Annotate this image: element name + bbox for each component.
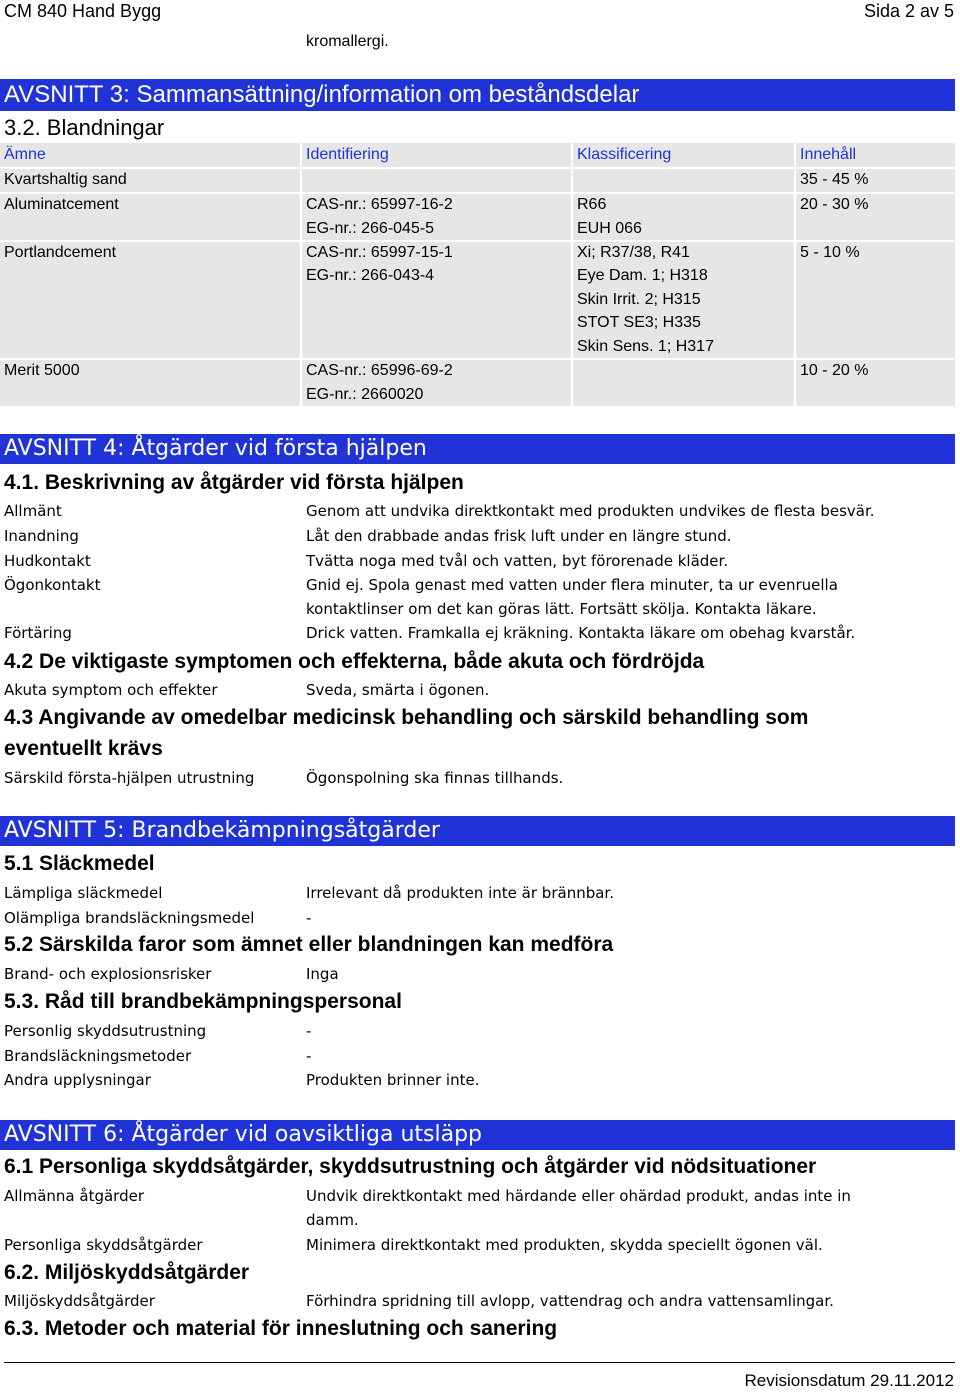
subsection-6-1: 6.1 Personliga skyddsåtgärder, skyddsutrustning och åtgärder vid nödsituationer [4,1155,817,1178]
page-number: Sida 2 av 5 [863,1,954,21]
table-row-id: EG-nr.: 266-043-4 [306,267,435,284]
field-label: Andra upplysningar [4,1071,151,1089]
table-row-name: Merit 5000 [4,362,80,379]
subsection-4-2: 4.2 De viktigaste symptomen och effekterna, både akuta och fördröjda [4,650,705,673]
table-row-class: R66 [577,196,607,213]
table-row-class: Skin Sens. 1; H317 [577,338,714,355]
field-label: Hudkontakt [4,552,91,570]
table-row-content: 10 - 20 % [800,362,869,379]
table-row-name: Aluminatcement [4,196,119,213]
field-label: Olämpliga brandsläckningsmedel [4,909,255,927]
field-label: Personlig skyddsutrustning [4,1022,207,1040]
section-6-heading: AVSNITT 6: Åtgärder vid oavsiktliga utsläpp [0,1120,955,1150]
field-label: Personliga skyddsåtgärder [4,1236,203,1254]
column-header-identification: Identifiering [306,146,389,163]
table-row-class: EUH 066 [577,220,642,237]
subsection-4-1: 4.1. Beskrivning av åtgärder vid första hjälpen [4,471,464,494]
document-title: CM 840 Hand Bygg [4,1,162,21]
field-label: Förtäring [4,624,72,642]
field-label: Miljöskyddsåtgärder [4,1292,155,1310]
field-label: Allmänna åtgärder [4,1187,144,1205]
carryover-text: kromallergi. [306,33,389,50]
field-label: Brandsläckningsmetoder [4,1047,192,1065]
subsection-5-3: 5.3. Råd till brandbekämpningspersonal [4,990,402,1013]
field-value: Sveda, smärta i ögonen. [306,681,490,699]
field-value: Produkten brinner inte. [306,1071,480,1089]
table-row-id: EG-nr.: 266-045-5 [306,220,435,237]
table-row-class: Skin Irrit. 2; H315 [577,291,701,308]
footer-divider [4,1362,955,1363]
table-row-class: STOT SE3; H335 [577,314,701,331]
column-header-content: Innehåll [800,146,857,163]
subsection-3-2: 3.2. Blandningar [4,115,165,140]
table-row-id: CAS-nr.: 65997-15-1 [306,244,453,261]
field-value: - [306,909,312,927]
field-value: Ögonspolning ska finnas tillhands. [306,769,564,787]
subsection-4-3-cont: eventuellt krävs [4,737,163,760]
field-label: Ögonkontakt [4,576,101,594]
column-header-classification: Klassificering [577,146,672,163]
table-row-class: Eye Dam. 1; H318 [577,267,708,284]
subsection-5-2: 5.2 Särskilda faror som ämnet eller blandningen kan medföra [4,933,614,956]
field-value: - [306,1022,312,1040]
field-label: Särskild första-hjälpen utrustning [4,769,255,787]
revision-date: Revisionsdatum 29.11.2012 [744,1371,954,1390]
field-value: Irrelevant då produkten inte är brännbar. [306,884,614,902]
field-value: Genom att undvika direktkontakt med produkten undvikes de flesta besvär. [306,502,875,520]
subsection-4-3: 4.3 Angivande av omedelbar medicinsk behandling och särskild behandling som [4,706,809,729]
table-row-content: 20 - 30 % [800,196,869,213]
section-5-heading: AVSNITT 5: Brandbekämpningsåtgärder [0,816,955,846]
table-row-name: Portlandcement [4,244,117,261]
field-value: Tvätta noga med tvål och vatten, byt förorenade kläder. [306,552,729,570]
table-row-content: 5 - 10 % [800,244,860,261]
field-value: Undvik direktkontakt med härdande eller ohärdad produkt, andas inte in damm. [306,1187,851,1229]
column-header-substance: Ämne [4,146,46,163]
table-row-name: Kvartshaltig sand [4,171,127,188]
table-row-content: 35 - 45 % [800,171,869,188]
table-row-id: CAS-nr.: 65997-16-2 [306,196,453,213]
subsection-6-2: 6.2. Miljöskyddsåtgärder [4,1261,250,1284]
table-row-id: EG-nr.: 2660020 [306,386,424,403]
field-value: Minimera direktkontakt med produkten, skydda speciellt ögonen väl. [306,1236,823,1254]
table-row-class: Xi; R37/38, R41 [577,244,690,261]
field-value: - [306,1047,312,1065]
subsection-6-3: 6.3. Metoder och material för inneslutning och sanering [4,1317,558,1340]
field-value: Gnid ej. Spola genast med vatten under flera minuter, ta ur evenruella kontaktlinser om det kan göras lätt. Fortsätt skölja. Kontakta läkare. [306,576,838,618]
section-4-heading: AVSNITT 4: Åtgärder vid första hjälpen [0,434,955,464]
field-label: Inandning [4,527,79,545]
subsection-5-1: 5.1 Släckmedel [4,852,155,875]
field-label: Brand- och explosionsrisker [4,965,212,983]
table-row-id: CAS-nr.: 65996-69-2 [306,362,453,379]
field-value: Inga [306,965,339,983]
field-value: Låt den drabbade andas frisk luft under en längre stund. [306,527,732,545]
section-3-heading: AVSNITT 3: Sammansättning/information om beståndsdelar [0,79,955,111]
field-label: Allmänt [4,502,62,520]
field-label: Akuta symptom och effekter [4,681,218,699]
field-value: Förhindra spridning till avlopp, vattendrag och andra vattensamlingar. [306,1292,834,1310]
field-label: Lämpliga släckmedel [4,884,163,902]
field-value: Drick vatten. Framkalla ej kräkning. Kontakta läkare om obehag kvarstår. [306,624,856,642]
